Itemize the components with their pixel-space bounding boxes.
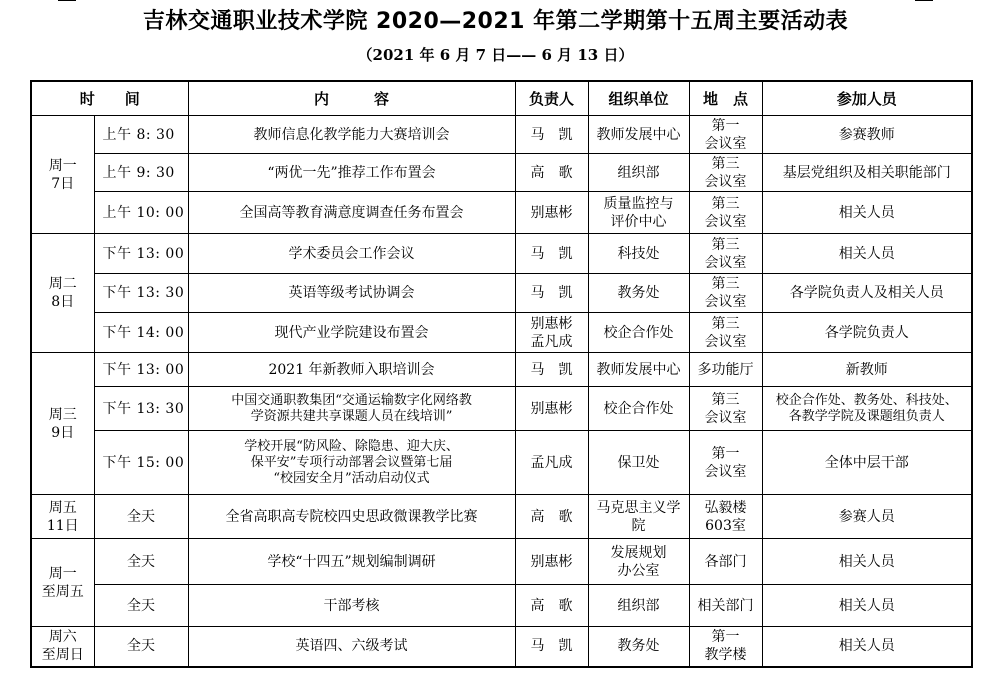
day-cell: 周三 9日 (31, 353, 94, 495)
table-row (31, 274, 972, 313)
content-cell: 干部考核 (188, 585, 515, 627)
content-cell: 2021 年新教师入职培训会 (188, 353, 515, 387)
time-cell: 下午 13: 00 (94, 234, 188, 274)
people-cell: 全体中层干部 (762, 431, 972, 495)
place-cell: 第一 会议室 (689, 431, 762, 495)
people-cell: 各学院负责人 (762, 313, 972, 353)
day-cell: 周五 11日 (31, 495, 94, 539)
owner-cell: 别惠彬 (515, 192, 588, 234)
org-cell: 校企合作处 (588, 387, 689, 431)
owner-cell: 孟凡成 (515, 431, 588, 495)
people-cell: 基层党组织及相关职能部门 (762, 154, 972, 192)
org-cell: 教师发展中心 (588, 116, 689, 154)
content-cell: 学校“十四五”规划编制调研 (188, 539, 515, 585)
table-row (31, 539, 972, 585)
time-cell: 全天 (94, 585, 188, 627)
people-cell: 相关人员 (762, 627, 972, 667)
time-cell: 全天 (94, 539, 188, 585)
place-cell: 多功能厅 (689, 353, 762, 387)
owner-cell: 马 凯 (515, 274, 588, 313)
time-cell: 下午 15: 00 (94, 431, 188, 495)
org-cell: 校企合作处 (588, 313, 689, 353)
place-cell: 第三 会议室 (689, 234, 762, 274)
place-cell: 各部门 (689, 539, 762, 585)
top-rule-right (915, 0, 933, 1)
time-cell: 下午 13: 30 (94, 274, 188, 313)
time-cell: 下午 14: 00 (94, 313, 188, 353)
table-row (31, 154, 972, 192)
org-cell: 教师发展中心 (588, 353, 689, 387)
org-cell: 科技处 (588, 234, 689, 274)
time-cell: 下午 13: 30 (94, 387, 188, 431)
page-subtitle: （2021 年 6 月 7 日—— 6 月 13 日） (357, 46, 634, 64)
table-body (31, 116, 972, 667)
org-cell: 组织部 (588, 154, 689, 192)
people-cell: 参赛教师 (762, 116, 972, 154)
activity-table (30, 80, 973, 668)
header-org: 组织单位 (588, 81, 689, 116)
people-cell: 参赛人员 (762, 495, 972, 539)
time-cell: 全天 (94, 627, 188, 667)
place-cell: 第三 会议室 (689, 387, 762, 431)
owner-cell: 马 凯 (515, 116, 588, 154)
people-cell: 相关人员 (762, 234, 972, 274)
day-cell: 周一 至周五 (31, 539, 94, 627)
org-cell: 教务处 (588, 627, 689, 667)
place-cell: 第三 会议室 (689, 274, 762, 313)
people-cell: 相关人员 (762, 585, 972, 627)
table-row (31, 353, 972, 387)
header-people: 参加人员 (762, 81, 972, 116)
owner-cell: 高 歌 (515, 585, 588, 627)
owner-cell: 马 凯 (515, 627, 588, 667)
page-title: 吉林交通职业技术学院 2020—2021 年第二学期第十五周主要活动表 (142, 9, 849, 34)
place-cell: 相关部门 (689, 585, 762, 627)
people-cell: 新教师 (762, 353, 972, 387)
owner-cell: 马 凯 (515, 234, 588, 274)
people-cell: 相关人员 (762, 192, 972, 234)
content-cell: 中国交通职教集团“交通运输数字化网络教 学资源共建共享课题人员在线培训” (188, 387, 515, 431)
people-cell: 校企合作处、教务处、科技处、 各教学学院及课题组负责人 (762, 387, 972, 431)
header-row (31, 81, 972, 116)
org-cell: 质量监控与 评价中心 (588, 192, 689, 234)
header-time: 时 间 (31, 81, 188, 116)
content-cell: 学校开展“防风险、除隐患、迎大庆、 保平安”专项行动部署会议暨第七届 “校园安全月”活动启动仪式 (188, 431, 515, 495)
content-cell: 学术委员会工作会议 (188, 234, 515, 274)
day-cell: 周六 至周日 (31, 627, 94, 667)
top-rule-left (58, 0, 76, 1)
people-cell: 各学院负责人及相关人员 (762, 274, 972, 313)
day-cell: 周一 7日 (31, 116, 94, 234)
place-cell: 第三 会议室 (689, 313, 762, 353)
header-owner: 负责人 (515, 81, 588, 116)
org-cell: 组织部 (588, 585, 689, 627)
content-cell: 英语四、六级考试 (188, 627, 515, 667)
time-cell: 上午 9: 30 (94, 154, 188, 192)
table-row (31, 116, 972, 154)
table-row (31, 192, 972, 234)
table-row (31, 234, 972, 274)
owner-cell: 高 歌 (515, 495, 588, 539)
owner-cell: 高 歌 (515, 154, 588, 192)
owner-cell: 别惠彬 (515, 539, 588, 585)
owner-cell: 马 凯 (515, 353, 588, 387)
org-cell: 保卫处 (588, 431, 689, 495)
table-row (31, 387, 972, 431)
day-cell: 周二 8日 (31, 234, 94, 353)
table-row (31, 585, 972, 627)
header-place: 地 点 (689, 81, 762, 116)
owner-cell: 别惠彬 (515, 387, 588, 431)
table-row (31, 495, 972, 539)
org-cell: 马克思主义学院 (588, 495, 689, 539)
content-cell: 教师信息化教学能力大赛培训会 (188, 116, 515, 154)
org-cell: 教务处 (588, 274, 689, 313)
org-cell: 发展规划 办公室 (588, 539, 689, 585)
content-cell: “两优一先”推荐工作布置会 (188, 154, 515, 192)
content-cell: 英语等级考试协调会 (188, 274, 515, 313)
content-cell: 全国高等教育满意度调查任务布置会 (188, 192, 515, 234)
table-row (31, 627, 972, 667)
owner-cell: 别惠彬 孟凡成 (515, 313, 588, 353)
time-cell: 上午 10: 00 (94, 192, 188, 234)
table-row (31, 431, 972, 495)
time-cell: 上午 8: 30 (94, 116, 188, 154)
header-content: 内 容 (188, 81, 515, 116)
table-row (31, 313, 972, 353)
people-cell: 相关人员 (762, 539, 972, 585)
content-cell: 全省高职高专院校四史思政微课教学比赛 (188, 495, 515, 539)
place-cell: 第三 会议室 (689, 192, 762, 234)
time-cell: 全天 (94, 495, 188, 539)
place-cell: 第一 会议室 (689, 116, 762, 154)
place-cell: 第一 教学楼 (689, 627, 762, 667)
place-cell: 弘毅楼 603室 (689, 495, 762, 539)
time-cell: 下午 13: 00 (94, 353, 188, 387)
place-cell: 第三 会议室 (689, 154, 762, 192)
content-cell: 现代产业学院建设布置会 (188, 313, 515, 353)
